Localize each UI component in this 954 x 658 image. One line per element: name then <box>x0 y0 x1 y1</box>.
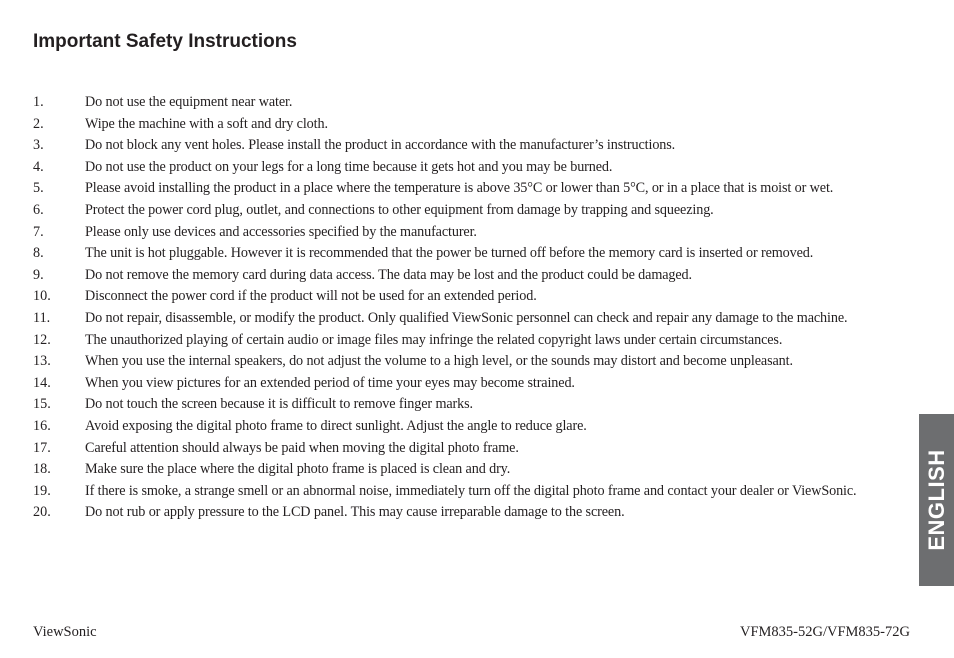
instruction-number: 3. <box>33 137 44 154</box>
instruction-text: When you view pictures for an extended period of time your eyes may become strained. <box>85 374 575 391</box>
instruction-text: Do not remove the memory card during data access. The data may be lost and the product could be damaged. <box>85 266 692 283</box>
instruction-number: 14. <box>33 374 51 391</box>
instruction-item <box>33 200 923 222</box>
instruction-text: Protect the power cord plug, outlet, and connections to other equipment from damage by trapping and squeezing. <box>85 201 714 218</box>
instruction-number: 2. <box>33 115 44 132</box>
instruction-item <box>33 438 923 460</box>
instruction-number: 1. <box>33 94 44 110</box>
instruction-text: Please only use devices and accessories specified by the manufacturer. <box>85 223 477 240</box>
instruction-item <box>33 265 923 287</box>
instruction-text: Wipe the machine with a soft and dry cloth. <box>85 115 328 132</box>
instruction-item <box>33 157 923 179</box>
instruction-text: Make sure the place where the digital photo frame is placed is clean and dry. <box>85 461 511 478</box>
safety-instructions-list <box>33 92 923 524</box>
instruction-text: The unit is hot pluggable. However it is recommended that the power be turned off before the memory card is inserted or removed. <box>85 245 814 262</box>
instruction-number: 19. <box>33 482 51 499</box>
language-side-tab <box>919 414 954 586</box>
instruction-number: 6. <box>33 201 44 218</box>
instruction-number: 5. <box>33 180 44 197</box>
instruction-item <box>33 286 923 308</box>
page-title: Important Safety Instructions <box>33 31 297 52</box>
instruction-item <box>33 394 923 416</box>
instruction-item <box>33 243 923 265</box>
footer-brand: ViewSonic <box>33 624 97 640</box>
footer-model-number: VFM835-52G/VFM835-72G <box>740 624 910 640</box>
instruction-text: Do not use the product on your legs for a long time because it gets hot and you may be burned. <box>85 158 613 175</box>
instruction-item <box>33 92 923 114</box>
instruction-text: Careful attention should always be paid when moving the digital photo frame. <box>85 439 519 456</box>
instruction-item <box>33 135 923 157</box>
instruction-text: When you use the internal speakers, do not adjust the volume to a high level, or the sounds may distort and become unpleasant. <box>85 353 793 370</box>
instruction-number: 11. <box>33 309 51 326</box>
instruction-item <box>33 308 923 330</box>
instruction-item <box>33 114 923 136</box>
instruction-number: 13. <box>33 353 51 370</box>
instruction-number: 15. <box>33 396 51 413</box>
instruction-text: Disconnect the power cord if the product will not be used for an extended period. <box>85 288 537 305</box>
instruction-text: Do not touch the screen because it is difficult to remove finger marks. <box>85 396 473 413</box>
instruction-number: 9. <box>33 266 44 283</box>
instruction-number: 17. <box>33 439 51 456</box>
instruction-item <box>33 416 923 438</box>
instruction-number: 10. <box>33 288 51 305</box>
instruction-text: Do not rub or apply pressure to the LCD panel. This may cause irreparable damage to the screen. <box>85 504 625 521</box>
instruction-text: Do not block any vent holes. Please install the product in accordance with the manufacturer’s instructions. <box>85 137 676 154</box>
instruction-item <box>33 222 923 244</box>
instruction-item <box>33 459 923 481</box>
instruction-item <box>33 178 923 200</box>
instruction-item <box>33 481 923 503</box>
instruction-number: 18. <box>33 461 51 478</box>
instruction-item <box>33 373 923 395</box>
instruction-number: 4. <box>33 158 44 175</box>
instruction-number: 8. <box>33 245 44 262</box>
instruction-text: Do not use the equipment near water. <box>85 94 293 110</box>
instruction-item <box>33 502 923 524</box>
instruction-text: Avoid exposing the digital photo frame to direct sunlight. Adjust the angle to reduce glare. <box>85 417 587 434</box>
instruction-number: 16. <box>33 417 51 434</box>
instruction-text: The unauthorized playing of certain audio or image files may infringe the related copyright laws under certain circumstances. <box>85 331 783 348</box>
instruction-item <box>33 351 923 373</box>
instruction-text: If there is smoke, a strange smell or an abnormal noise, immediately turn off the digital photo frame and contact your dealer or ViewSonic. <box>85 482 857 499</box>
instruction-item <box>33 330 923 352</box>
instruction-number: 7. <box>33 223 44 240</box>
instruction-number: 12. <box>33 331 51 348</box>
instruction-number: 20. <box>33 504 51 521</box>
instruction-text: Do not repair, disassemble, or modify the product. Only qualified ViewSonic personnel can check and repair any damage to the machine. <box>85 309 848 326</box>
instruction-text: Please avoid installing the product in a place where the temperature is above 35°C or lower than 5°C, or in a place that is moist or wet. <box>85 180 834 197</box>
language-tab-label: ENGLISH <box>923 449 949 551</box>
